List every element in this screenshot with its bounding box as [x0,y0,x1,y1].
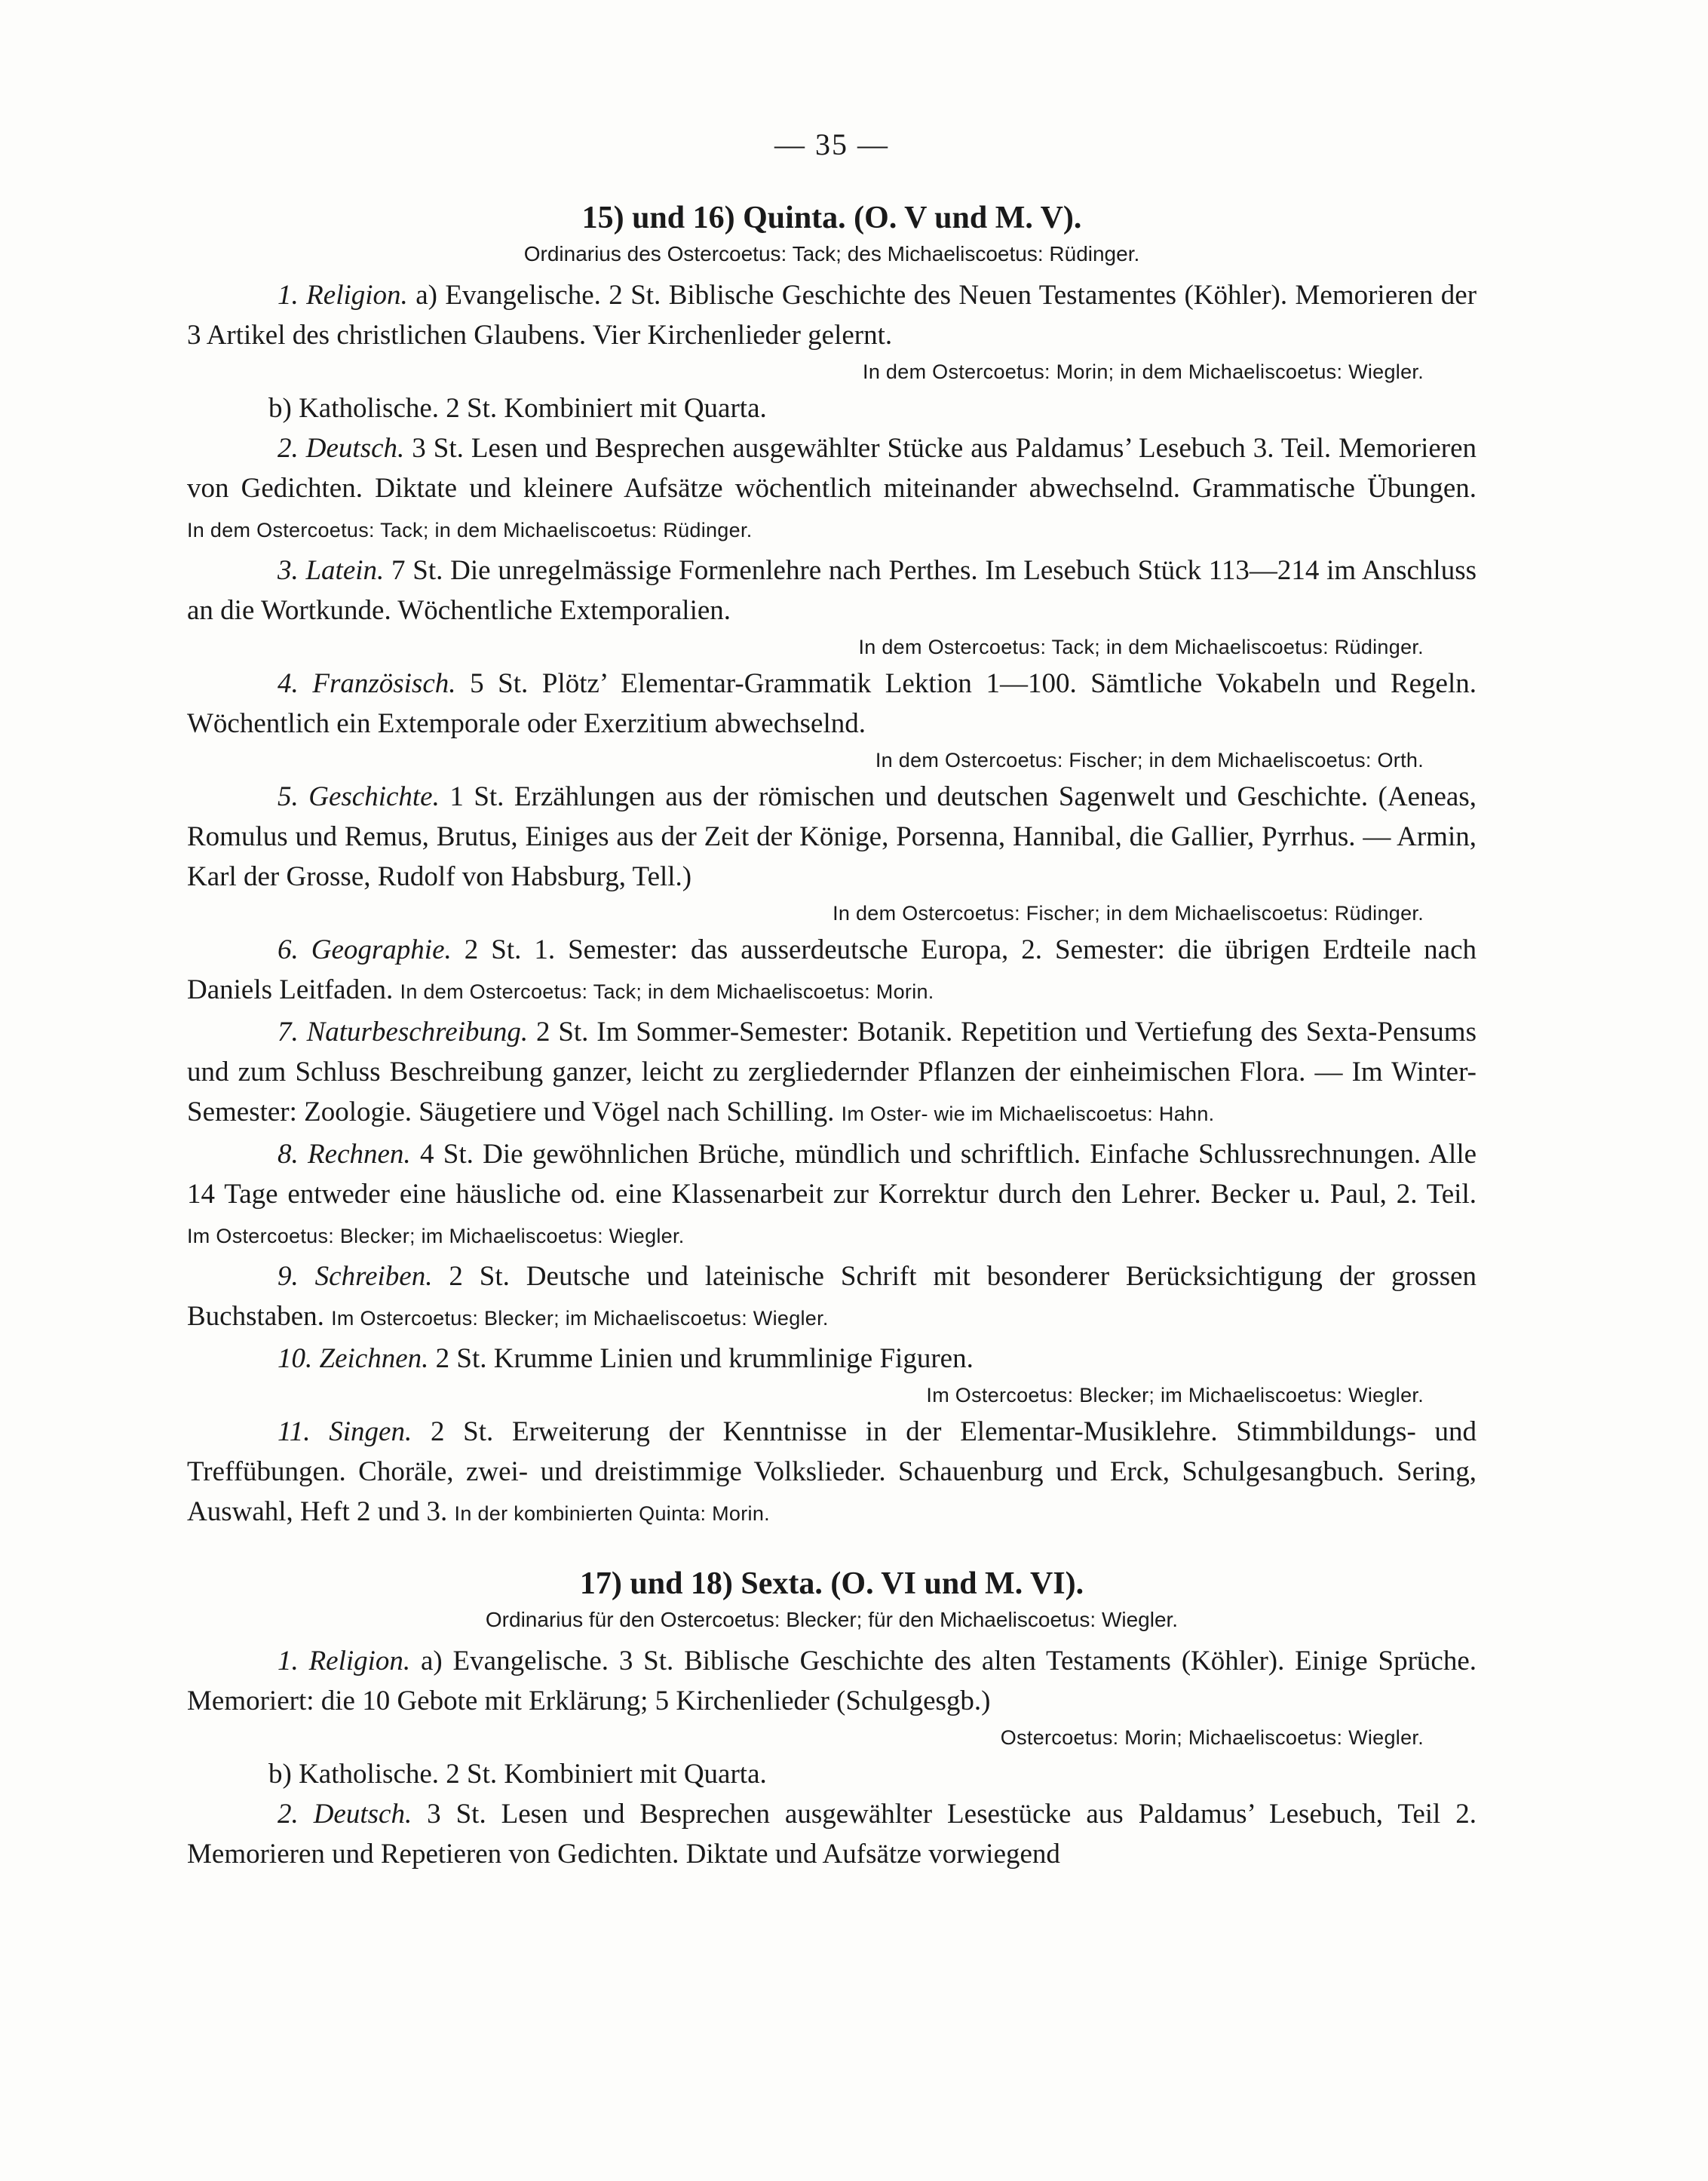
subject-text: 3 St. Lesen und Besprechen ausgewählter Lesestücke aus Paldamus’ Lesebuch, Teil 2. Memorieren und Repetieren von Gedichten. Diktate und Aufsätze vorwiegend [187,1799,1477,1870]
subject-rechnen [187,1134,1476,1256]
subject-text: 4 St. Die gewöhnlichen Brüche, mündlich und schriftlich. Einfache Schlussrechnungen. Alle 14 Tage entweder eine häusliche od. eine Klassenarbeit zur Korrektur durch den Lehrer. Becker u. Paul, 2. Teil. [187,1139,1477,1210]
subject-text: 2 St. Krumme Linien und krummlinige Figuren. [435,1343,974,1374]
subject-number: 2. [278,1799,299,1830]
subject-number: 11. [278,1416,311,1447]
subject-religion [187,275,1476,388]
subject-text: 2 St. Deutsche und lateinische Schrift mit besonderer Berücksichtigung der grossen Buchstaben. [187,1261,1477,1332]
document-page [187,127,1476,1874]
subject-text: 3 St. Lesen und Besprechen ausgewählter Stücke aus Paldamus’ Lesebuch 3. Teil. Memorieren von Gedichten. Diktate und kleinere Aufsätze wöchentlich miteinander abwechselnd. Grammatische Übungen. [187,433,1477,504]
subject-text: 7 St. Die unregelmässige Formenlehre nach Perthes. Im Lesebuch Stück 113—214 im Anschluss an die Wortkunde. Wöchentliche Extemporalien. [187,555,1476,626]
subject-number: 4. [278,668,299,699]
subject-name: Deutsch. [313,1799,412,1830]
subject-extra: b) Katholische. 2 St. Kombiniert mit Quarta. [268,1759,767,1790]
teachers-line: In dem Ostercoetus: Fischer; in dem Michaeliscoetus: Rüdinger. [833,902,1424,925]
subject-number: 8. [278,1139,299,1170]
subject-text: 2 St. Im Sommer-Semester: Botanik. Repetition und Vertiefung des Sexta-Pensums und zum Schluss Beschreibung ganzer, leicht zu zergliedernder Pflanzen der einheimischen Flora. — Im Winter-Semester: Zoologie. Säugetiere und Vögel nach Schilling. [187,1017,1476,1127]
subject-name: Religion. [308,1646,411,1676]
subject-name: Singen. [329,1416,412,1447]
subject-name: Rechnen. [308,1139,411,1170]
subject-text: a) Evangelische. 2 St. Biblische Geschichte des Neuen Testamentes (Köhler). Memorieren der 3 Artikel des christlichen Glaubens. Vier Kirchenlieder gelernt. [187,280,1477,351]
subject-name: Geographie. [311,934,452,965]
subject-name: Geschichte. [308,781,440,812]
section-heading: 15) und 16) Quinta. (O. V und M. V). [581,201,1082,235]
teachers-line: In der kombinierten Quinta: Morin. [454,1502,770,1525]
section-heading: 17) und 18) Sexta. (O. VI und M. VI). [579,1566,1084,1601]
ordinarius-line: Ordinarius des Ostercoetus: Tack; des Michaeliscoetus: Rüdinger. [523,242,1140,265]
subject-text: 1 St. Erzählungen aus der römischen und deutschen Sagenwelt und Geschichte. (Aeneas, Romulus und Remus, Brutus, Einiges aus der Zeit der Könige, Porsenna, Hannibal, die Gallier, Pyrrhus. — Armin, Karl der Grosse, Rudolf von Habsburg, Tell.) [187,781,1477,892]
subject-religion [187,1641,1476,1754]
subject-number: 10. [278,1343,313,1374]
subject-name: Deutsch. [305,433,405,464]
subject-name: Zeichnen. [319,1343,429,1374]
subject-deutsch [187,428,1476,551]
subject-number: 5. [278,781,299,812]
subject-deutsch [187,1794,1476,1874]
teachers-line: In dem Ostercoetus: Tack; in dem Michaeliscoetus: Rüdinger. [187,519,753,541]
subject-zeichnen [187,1339,1476,1412]
teachers-line: Ostercoetus: Morin; Michaeliscoetus: Wiegler. [1000,1726,1424,1749]
subject-singen [187,1412,1476,1534]
subject-text: 2 St. Erweiterung der Kenntnisse in der Elementar-Musiklehre. Stimmbildungs- und Treffübungen. Choräle, zwei- und dreistimmige Volkslieder. Schauenburg und Erck, Schulgesangbuch. Sering, Auswahl, Heft 2 und 3. [187,1416,1477,1527]
subject-number: 1. [278,1646,299,1676]
section-sexta [187,1564,1476,1874]
teachers-line: Im Ostercoetus: Blecker; im Michaeliscoetus: Wiegler. [926,1384,1424,1406]
subject-number: 6. [278,934,299,965]
ordinarius-line: Ordinarius für den Ostercoetus: Blecker; für den Michaeliscoetus: Wiegler. [485,1608,1179,1631]
teachers-line: In dem Ostercoetus: Tack; in dem Michaeliscoetus: Morin. [400,980,934,1003]
subject-schreiben [187,1256,1476,1339]
subject-name: Latein. [305,555,385,586]
subject-number: 9. [278,1261,299,1292]
subject-name: Französisch. [312,668,456,699]
subject-name: Religion. [306,280,408,311]
subject-text: 5 St. Plötz’ Elementar-Grammatik Lektion 1—100. Sämtliche Vokabeln und Regeln. Wöchentlich ein Extemporale oder Exerzitium abwechselnd. [187,668,1477,739]
subject-name: Naturbeschreibung. [306,1017,529,1048]
subject-number: 1. [278,280,299,311]
teachers-line: In dem Ostercoetus: Morin; in dem Michaeliscoetus: Wiegler. [863,360,1424,383]
teachers-line: Im Oster- wie im Michaeliscoetus: Hahn. [841,1103,1215,1125]
teachers-line: Im Ostercoetus: Blecker; im Michaeliscoetus: Wiegler. [187,1225,685,1247]
subject-extra: b) Katholische. 2 St. Kombiniert mit Quarta. [268,393,767,424]
page-number: — 35 — [774,127,889,161]
subject-franzoesisch [187,664,1476,777]
subject-number: 2. [278,433,299,464]
teachers-line: In dem Ostercoetus: Fischer; in dem Michaeliscoetus: Orth. [875,749,1424,771]
subject-text: 2 St. 1. Semester: das ausserdeutsche Europa, 2. Semester: die übrigen Erdteile nach Daniels Leitfaden. [187,934,1477,1005]
subject-geschichte [187,777,1476,930]
subject-number: 3. [278,555,299,586]
subject-geographie [187,930,1476,1012]
section-quinta [187,198,1476,1534]
teachers-line: In dem Ostercoetus: Tack; in dem Michaeliscoetus: Rüdinger. [858,636,1424,658]
subject-latein [187,551,1476,664]
subject-text: a) Evangelische. 3 St. Biblische Geschichte des alten Testaments (Köhler). Einige Sprüche. Memoriert: die 10 Gebote mit Erklärung; 5 Kirchenlieder (Schulgesgb.) [187,1646,1477,1716]
teachers-line: Im Ostercoetus: Blecker; im Michaeliscoetus: Wiegler. [331,1307,829,1330]
subject-name: Schreiben. [314,1261,433,1292]
subject-number: 7. [278,1017,299,1048]
subject-naturbeschreibung [187,1012,1476,1134]
